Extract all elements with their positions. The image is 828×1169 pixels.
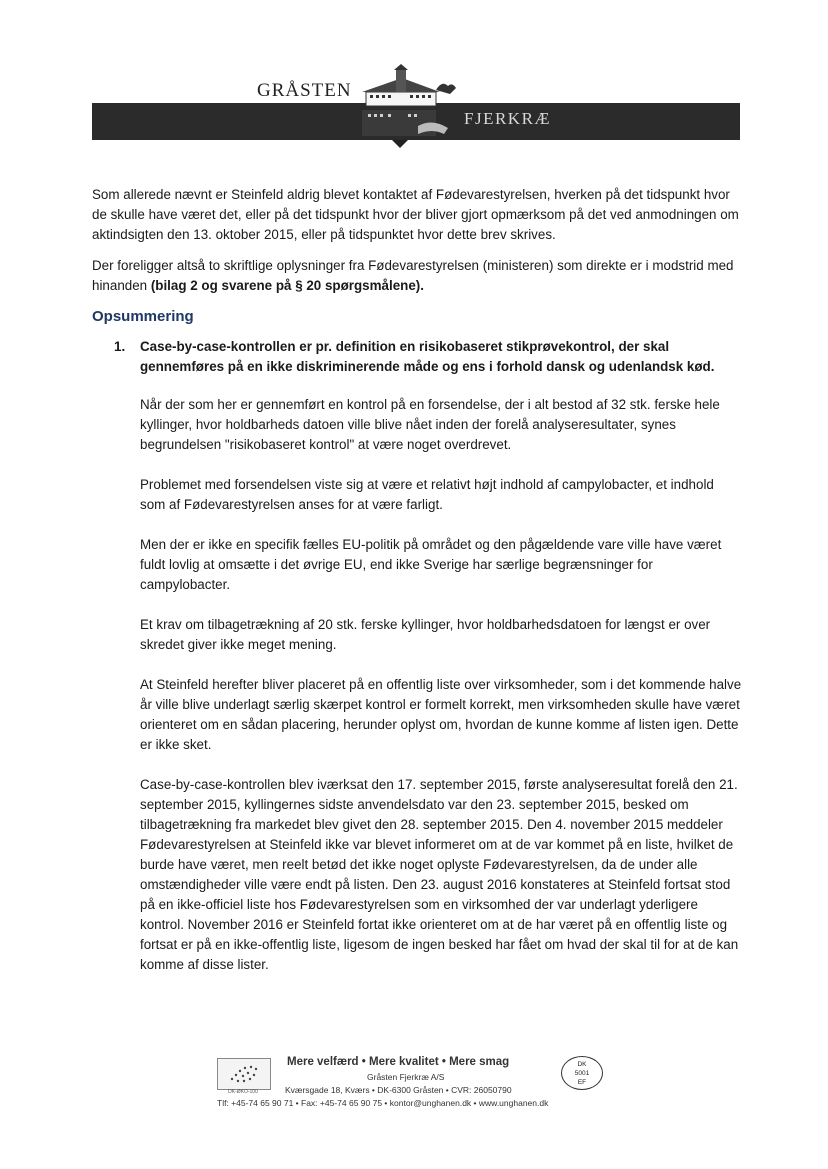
indented-paragraph: Problemet med forsendelsen viste sig at være et relativt højt indhold af campylobacter, et indhold som af Fødevarestyrelsen anses for at være farligt. xyxy=(140,477,714,512)
numbered-point xyxy=(92,337,742,377)
dk-approval-seal xyxy=(561,1056,603,1090)
brand-name: GRÅSTEN xyxy=(257,80,352,101)
indented-paragraph: Et krav om tilbagetrækning af 20 stk. ferske kyllinger, hvor holdbarhedsdatoen for længst er over skredet giver ikke meget mening. xyxy=(140,617,711,652)
footer-slogan: Mere velfærd • Mere kvalitet • Mere smag xyxy=(287,1056,510,1068)
seal-line: DK xyxy=(577,1060,587,1068)
letter-body xyxy=(92,185,742,995)
indented-paragraph: Når der som her er gennemført en kontrol på en forsendelse, der i alt bestod af 32 stk. ferske hele kyllinger, hvor holdbarheds datoen ville blive nået inden der forelå analyseresultater, synes begrundelsen "risikobaseret kontrol" at være noget overdrevet. xyxy=(140,397,720,452)
paragraph-text: Der foreligger altså to skriftlige oplysninger fra Fødevarestyrelsen (ministeren) som direkte er i modstrid med hinanden xyxy=(92,258,734,293)
indented-paragraph: Case-by-case-kontrollen blev iværksat den 17. september 2015, første analyseresultat forelå den 21. september 2015, kyllingernes sidste anvendelsdato var den 23. september 2015, besked om tilbagetrækning fra markedet blev givet den 28. september 2015. Den 4. november 2015 meddeler Fødevarestyrelsen at Steinfeld ikke var blevet informeret om at de var kommet på en liste, hvilket de burde have været, men reelt betød det ikke noget oplyste Fødevarestyrelsen, da de under alle omstændigheder ville være endt på listen. Den 23. august 2016 konstateres at Steinfeld fortsat stod på en ikke-officiel liste hos Fødevarestyrelsen som en virksomhed der var underlagt yderligere kontrol. November 2016 er Steinfeld fortat ikke orienteret om at de har været på en offentlig liste og fortsat er på en ikke-offentlig liste, ligesom de ingen besked har fået om hvad der skal til for at de kan komme af disse lister. xyxy=(140,777,739,972)
letterhead xyxy=(92,60,740,145)
indented-paragraph: At Steinfeld herefter bliver placeret på en offentlig liste over virksomheder, som i det kommende halve år ville blive underlagt særlig skærpet kontrol er formelt korrekt, men virksomheden skulle have været orienteret om en sådan placering, herunder oplyst om, hvordan de kunne komme af listen igen. Dette er ikke sket. xyxy=(140,677,742,752)
footer-contact: Tlf: +45-74 65 90 71 • Fax: +45-74 65 90 75 • kontor@unghanen.dk • www.unghanen.dk xyxy=(217,1098,549,1108)
letter-footer xyxy=(215,1054,615,1114)
brand-subtitle: FJERKRÆ xyxy=(464,109,552,128)
section-heading: Opsummering xyxy=(92,308,194,325)
paragraph-with-reference xyxy=(92,256,742,296)
seal-line: EF xyxy=(577,1078,587,1086)
point-title: Case-by-case-kontrollen er pr. definition en risikobaseret stikprøvekontrol, der skal gennemføres på en ikke diskriminerende måde og ens i forhold dansk og udenlandsk kød. xyxy=(140,339,715,374)
paragraph: Som allerede nævnt er Steinfeld aldrig blevet kontaktet af Fødevarestyrelsen, hverken på det tidspunkt hvor de skulle have været det, eller på det tidspunkt hvor der bliver gjort opmærksom på det ved anmodningen om aktindsigten den 13. oktober 2015, eller på tidspunktet hvor dette brev skrives. xyxy=(92,187,739,242)
footer-company: Gråsten Fjerkræ A/S xyxy=(367,1072,445,1082)
castle-illustration-icon xyxy=(348,64,458,148)
eu-organic-leaf-icon xyxy=(217,1058,271,1090)
footer-address: Kværsgade 18, Kværs • DK-6300 Gråsten • CVR: 26050790 xyxy=(285,1085,512,1095)
seal-line: 5001 xyxy=(574,1069,590,1077)
point-number: 1. xyxy=(114,339,126,354)
indented-paragraph: Men der er ikke en specifik fælles EU-politik på området og den pågældende vare ville have været fuldt lovlig at omsætte i det øvrige EU, end ikke Sverige har særlige begrænsninger for campylobacter. xyxy=(140,537,722,592)
paragraph-bold-reference: (bilag 2 og svarene på § 20 spørgsmålene). xyxy=(150,278,424,293)
eu-organic-code: DK-ØKO-100 xyxy=(228,1089,258,1095)
